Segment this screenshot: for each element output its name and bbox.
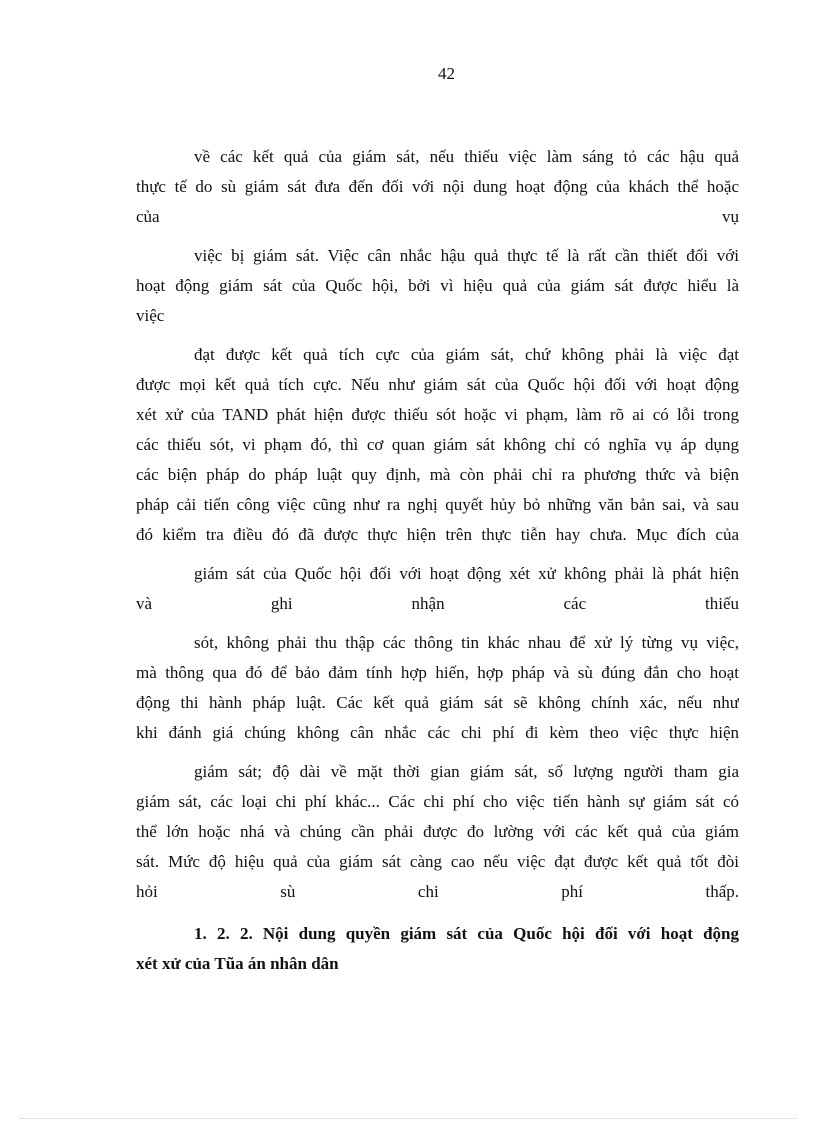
- text-line: sót, không phải thu thập các thông tin khác nhau để xử lý từng vụ việc,: [194, 633, 739, 652]
- text-line: sát. Mức độ hiệu quả của giám sát càng cao nếu việc đạt được kết quả tốt đòi: [136, 852, 739, 871]
- text-line: thực tế do sù giám sát đưa đến đối với nội dung hoạt động của khách thể hoặc: [136, 177, 739, 196]
- text-line: các thiếu sót, vi phạm đó, thì cơ quan giám sát không chỉ có nghĩa vụ áp dụng: [136, 435, 739, 454]
- text-line: giám sát, các loại chi phí khác... Các chi phí cho việc tiến hành sự giám sát có: [136, 792, 739, 811]
- text-line: thể lớn hoặc nhá và chúng cần phải được đo lường với các kết quả của giám: [136, 822, 739, 841]
- text-line: việc: [136, 306, 165, 325]
- text-line: động thi hành pháp luật. Các kết quả giám sát sẽ không chính xác, nếu như: [136, 693, 739, 712]
- document-body: [136, 142, 739, 979]
- text-line: việc bị giám sát. Việc cân nhắc hậu quả thực tế là rất cần thiết đối với: [194, 246, 739, 265]
- text-line: giám sát; độ dài về mặt thời gian giám sát, số lượng người tham gia: [194, 762, 739, 781]
- text-line: hoạt động giám sát của Quốc hội, bởi vì hiệu quả của giám sát được hiểu là: [136, 276, 739, 295]
- text-line: các biện pháp do pháp luật quy định, mà còn phải chỉ ra phương thức và biện: [136, 465, 739, 484]
- text-line: hỏi sù chi phí thấp.: [136, 882, 739, 901]
- text-line: đó kiểm tra điều đó đã được thực hiện trên thực tiễn hay chưa. Mục đích của: [136, 525, 739, 544]
- text-line: đạt được kết quả tích cực của giám sát, chứ không phải là việc đạt: [194, 345, 739, 364]
- text-line: xét xử của TAND phát hiện được thiếu sót hoặc vi phạm, làm rõ ai có lỗi trong: [136, 405, 739, 424]
- text-line: pháp cải tiến công việc cũng như ra nghị quyết hủy bỏ những văn bản sai, và sau: [136, 495, 739, 514]
- text-line: được mọi kết quả tích cực. Nếu như giám sát của Quốc hội đối với hoạt động: [136, 375, 739, 394]
- page-number: 42: [438, 64, 455, 83]
- section-heading: 1. 2. 2. Nội dung quyền giám sát của Quốc hội đối với hoạt động: [194, 924, 739, 943]
- text-line: [136, 202, 739, 232]
- text-line: mà thông qua đó để bảo đảm tính hợp hiến, hợp pháp và sù đúng đắn cho hoạt: [136, 663, 739, 682]
- text-word: của: [136, 207, 160, 226]
- text-line: khi đánh giá chúng không cân nhắc các chi phí đi kèm theo việc thực hiện: [136, 723, 739, 742]
- text-line: và ghi nhận các thiếu: [136, 594, 739, 613]
- page-bottom-divider: [20, 1118, 796, 1119]
- text-line: giám sát của Quốc hội đối với hoạt động xét xử không phải là phát hiện: [194, 564, 739, 583]
- text-word: vụ: [722, 207, 739, 226]
- text-line: về các kết quả của giám sát, nếu thiếu việc làm sáng tỏ các hậu quả: [194, 147, 739, 166]
- section-heading-continued: xét xử của Tũa án nhân dân: [136, 954, 339, 973]
